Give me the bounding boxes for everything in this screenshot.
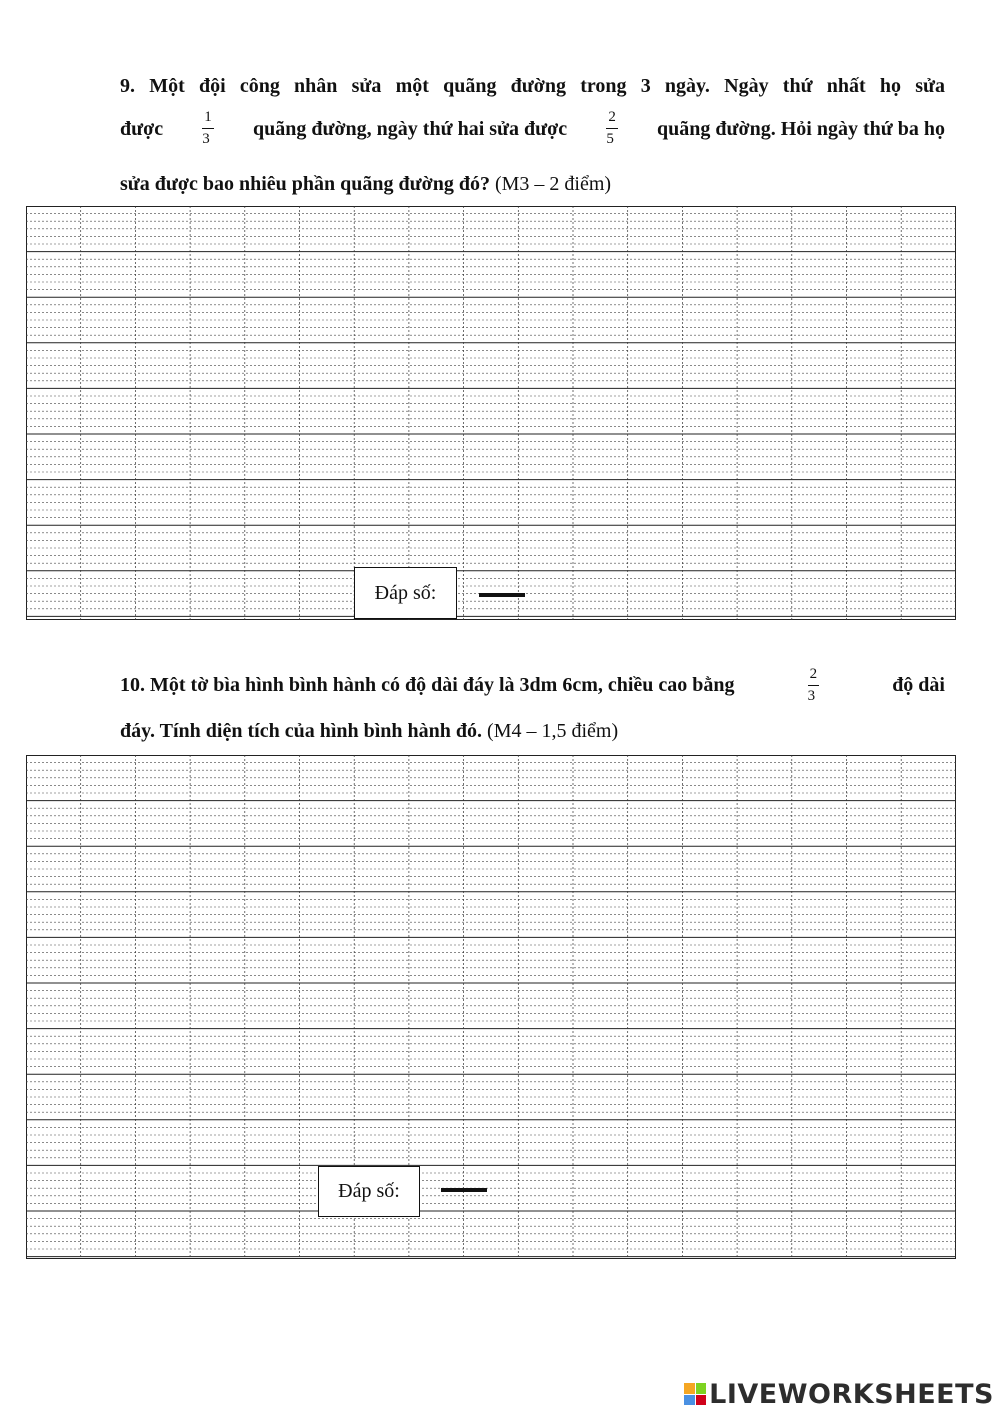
q9-fraction-2 [606, 109, 618, 148]
q9-score-note: (M3 – 2 điểm) [494, 173, 612, 195]
q10-fraction-denominator: 3 [807, 687, 816, 704]
q10-line-1 [120, 662, 945, 708]
q10-answer-label-box [318, 1166, 420, 1217]
q9-fraction-2-numerator: 2 [608, 109, 616, 125]
q9-line-1 [120, 74, 945, 98]
q10-answer-label: Đáp số: [338, 1180, 400, 1202]
q9-text-2c: quãng đường. Hỏi ngày thứ ba họ [657, 117, 945, 140]
q10-fraction-numerator: 2 [809, 665, 818, 682]
handwriting-grid [26, 755, 956, 1259]
fraction-bar [808, 685, 820, 686]
q9-text-3: sửa được bao nhiêu phần quãng đường đó? [120, 173, 490, 195]
q9-text-1: 9. Một đội công nhân sửa một quãng đường trong 3 ngày. Ngày thứ nhất họ sửa [120, 75, 945, 97]
q9-fraction-2-denominator: 5 [606, 131, 614, 147]
q10-text-2: đáy. Tính diện tích của hình bình hành đó. [120, 720, 483, 742]
q9-line-2 [120, 109, 945, 148]
q10-line-2 [120, 719, 945, 743]
q10-answer-grid[interactable] [26, 755, 956, 1259]
liveworksheets-wordmark: LIVEWORKSHEETS [709, 1378, 994, 1410]
q9-text-2b: quãng đường, ngày thứ hai sửa được [252, 117, 568, 140]
handwriting-grid [26, 206, 956, 620]
q9-fraction-1 [202, 109, 214, 148]
q9-fraction-1-denominator: 3 [202, 131, 210, 147]
q9-line-3 [120, 172, 945, 196]
q10-text-1a: 10. Một tờ bìa hình bình hành có độ dài đáy là 3dm 6cm, chiều cao bằng [120, 674, 735, 696]
q10-answer-input[interactable] [441, 1188, 487, 1192]
q9-answer-label: Đáp số: [374, 581, 437, 604]
q9-answer-input[interactable] [479, 593, 525, 597]
q10-text-1b: độ dài [892, 674, 945, 696]
q9-text-2a: được [120, 117, 164, 140]
liveworksheets-icon [684, 1383, 706, 1405]
q10-score-note: (M4 – 1,5 điểm) [487, 720, 619, 742]
q9-answer-grid[interactable] [26, 206, 956, 620]
q10-fraction [808, 666, 820, 705]
q9-answer-label-box [354, 567, 457, 619]
liveworksheets-logo [684, 1378, 994, 1410]
q9-fraction-1-numerator: 1 [204, 109, 212, 125]
fraction-bar [202, 128, 214, 129]
fraction-bar [606, 128, 618, 129]
